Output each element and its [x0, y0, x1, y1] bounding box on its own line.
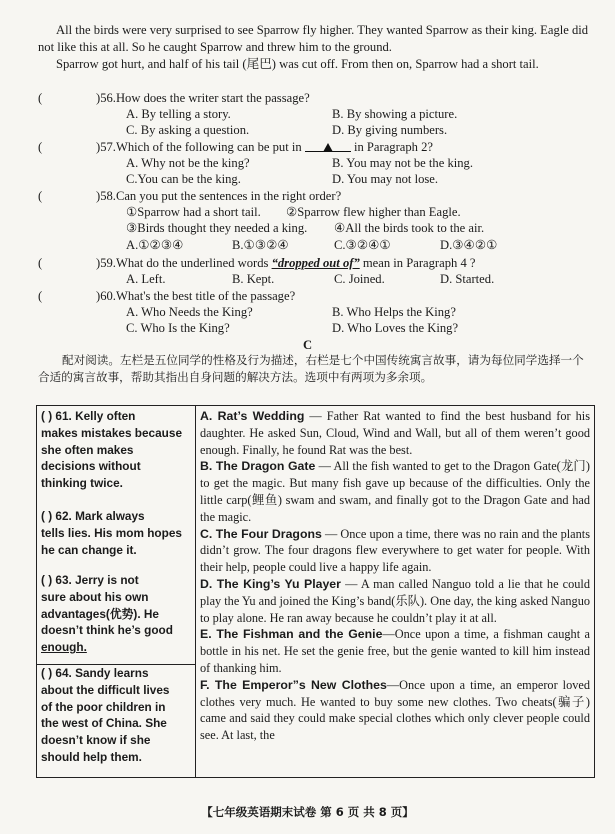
question-stem: What do the underlined words: [115, 256, 269, 270]
question-stem: Can you put the sentences in the right order?: [115, 189, 342, 203]
passage-paragraph-1: All the birds were very surprised to see Sparrow fly higher. They wanted Sparrow as their king. Eagle did not like this at all. So he caught Sparrow and threw him to the ground.: [38, 23, 589, 54]
option-60-a: A. Who Needs the King?: [126, 305, 253, 319]
story-b: B. The Dragon Gate — All the fish wanted to get to the Dragon Gate(龙门) to get the magic. But many fish gave up because of the difficulties. Only the little carp(鲤鱼) swam and swam, and finally got to the Dragon Gate and had the magic.: [200, 459, 590, 524]
question-number: )56.: [96, 91, 116, 105]
option-58-b: B.①③②④: [232, 238, 289, 252]
student-column: [37, 406, 196, 778]
option-59-a: A. Left.: [126, 272, 166, 286]
option-57-a: A. Why not be the king?: [126, 156, 250, 170]
option-60-b: B. Who Helps the King?: [332, 305, 456, 319]
story-a: A. Rat’s Wedding — Father Rat wanted to find the best husband for his daughter. He asked Sun, Cloud, Wind and Wall, but all of them weren’t good enough. Finally, he found Rat was the best.: [200, 409, 590, 457]
sentence-3: ③Birds thought they needed a king.: [126, 221, 308, 235]
option-59-d: D. Started.: [440, 272, 495, 286]
option-57-c: C.You can be the king.: [126, 172, 241, 186]
answer-paren[interactable]: (: [38, 256, 43, 270]
option-57-d: D. You may not lose.: [332, 172, 439, 186]
story-column: [196, 406, 595, 778]
option-58-c: C.③②④①: [334, 238, 391, 252]
sentence-1: ①Sparrow had a short tail.: [126, 205, 261, 219]
student-item-64: ( ) 64. Sandy learns about the difficult lives of the poor children in the west of China. She doesn’t know if she should help them.: [41, 666, 170, 764]
story-e: E. The Fishman and the Genie—Once upon a time, a fishman caught a bottle in his net. He set the genie free, but the genie wanted to kill him instead of thanking him.: [200, 627, 590, 675]
sentence-2: ②Sparrow flew higher than Eagle.: [286, 205, 461, 219]
student-item-62: ( ) 62. Mark always tells lies. His mom hopes he can change it.: [41, 509, 182, 557]
question-number: )57.: [96, 140, 116, 154]
blank-line: [305, 139, 351, 152]
passage-paragraph-2: Sparrow got hurt, and half of his tail (尾巴) was cut off. From then on, Sparrow had a short tail.: [56, 57, 539, 71]
triangle-icon: [323, 143, 333, 152]
question-stem-end: mean in Paragraph 4 ?: [362, 256, 476, 270]
sentence-4: ④All the birds took to the air.: [334, 221, 485, 235]
option-58-d: D.③④②①: [440, 238, 498, 252]
question-stem-end: in Paragraph 2?: [353, 140, 433, 154]
question-number: )59.: [96, 256, 116, 270]
section-c-label: C: [302, 338, 313, 352]
story-c: C. The Four Dragons — Once upon a time, there was no rain and the plants didn’t grow. The four dragons flew everywhere to get water for people. With their help, people could live a happy life again.: [200, 526, 590, 575]
option-57-b: B. You may not be the king.: [332, 156, 473, 170]
option-58-a: A.①②③④: [126, 238, 184, 252]
option-56-d: D. By giving numbers.: [332, 123, 448, 137]
option-59-b: B. Kept.: [232, 272, 275, 286]
answer-paren[interactable]: (: [38, 189, 43, 203]
matching-table: [36, 405, 595, 778]
option-56-a: A. By telling a story.: [126, 107, 231, 121]
option-60-c: C. Who Is the King?: [126, 321, 230, 335]
underlined-phrase: “dropped out of”: [271, 256, 360, 270]
question-number: )58.: [96, 189, 116, 203]
answer-paren[interactable]: (: [38, 140, 43, 154]
page-footer: 【七年级英语期末试卷 第 6 页 共 8 页】: [201, 805, 414, 819]
option-60-d: D. Who Loves the King?: [332, 321, 459, 335]
question-number: )60.: [96, 289, 116, 303]
question-stem: Which of the following can be put in: [115, 140, 302, 154]
student-item-63: ( ) 63. Jerry is not sure about his own advantages(优势). He doesn’t think he’s good enough.: [41, 573, 173, 655]
option-56-c: C. By asking a question.: [126, 123, 250, 137]
question-stem: How does the writer start the passage?: [115, 91, 310, 105]
story-d: D. The King’s Yu Player — A man called Nanguo told a lie that he could play the Yu and joined the King’s band(乐队). One day, the king asked Nanguo to play alone. He ran away because he couldn’t play it at all.: [200, 576, 590, 625]
question-stem: What's the best title of the passage?: [115, 289, 296, 303]
student-item-61: ( ) 61. Kelly often makes mistakes because she often makes decisions without thinking twice.: [41, 409, 183, 491]
option-59-c: C. Joined.: [334, 272, 385, 286]
section-c-instructions: 配对阅读。左栏是五位同学的性格及行为描述，右栏是七个中国传统寓言故事，请为每位同学选择一个合适的寓言故事，帮助其指出自身问题的解决方法。选项中有两项为多余项。: [38, 353, 584, 384]
answer-paren[interactable]: (: [38, 289, 43, 303]
answer-paren[interactable]: (: [38, 91, 43, 105]
option-56-b: B. By showing a picture.: [332, 107, 458, 121]
story-f: F. The Emperor”s New Clothes—Once upon a time, an emperor loved clothes very much. He wanted to buy some new clothes. Two cheats(骗子) came and said they could make special clothes which only clever people could see. At last, the: [200, 677, 591, 743]
